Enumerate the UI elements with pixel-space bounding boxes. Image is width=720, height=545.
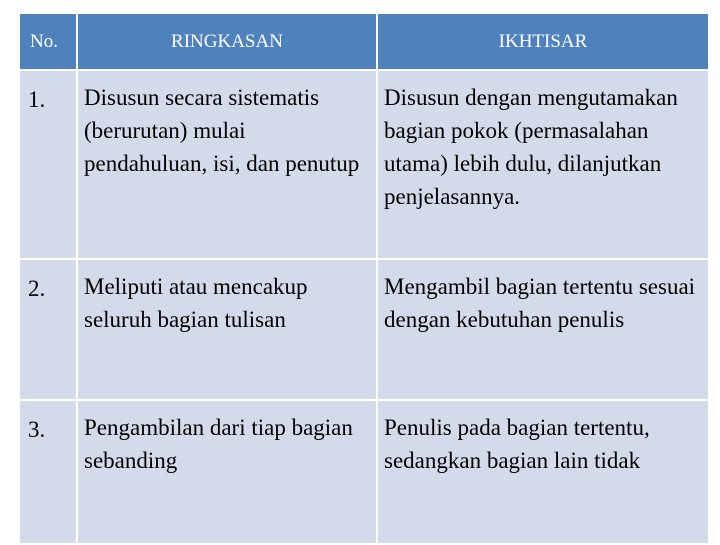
table-row [19,400,709,544]
ikhtisar-cell: Mengambil bagian tertentu sesuai dengan kebutuhan penulis [377,259,709,400]
header-row [19,13,709,70]
ringkasan-cell: Pengambilan dari tiap bagian sebanding [77,400,377,544]
row-number: 1. [19,70,77,259]
table-row [19,70,709,259]
ikhtisar-cell: Penulis pada bagian tertentu, sedangkan bagian lain tidak [377,400,709,544]
row-number: 2. [19,259,77,400]
ikhtisar-cell: Disusun dengan mengutamakan bagian pokok (permasalahan utama) lebih dulu, dilanjutkan penjelasannya. [377,70,709,259]
table-row [19,259,709,400]
ringkasan-cell: Disusun secara sistematis (berurutan) mulai pendahuluan, isi, dan penutup [77,70,377,259]
row-number: 3. [19,400,77,544]
header-ringkasan: RINGKASAN [77,13,377,70]
header-no: No. [19,13,77,70]
ringkasan-cell: Meliputi atau mencakup seluruh bagian tulisan [77,259,377,400]
comparison-table [18,12,710,545]
header-ikhtisar: IKHTISAR [377,13,709,70]
